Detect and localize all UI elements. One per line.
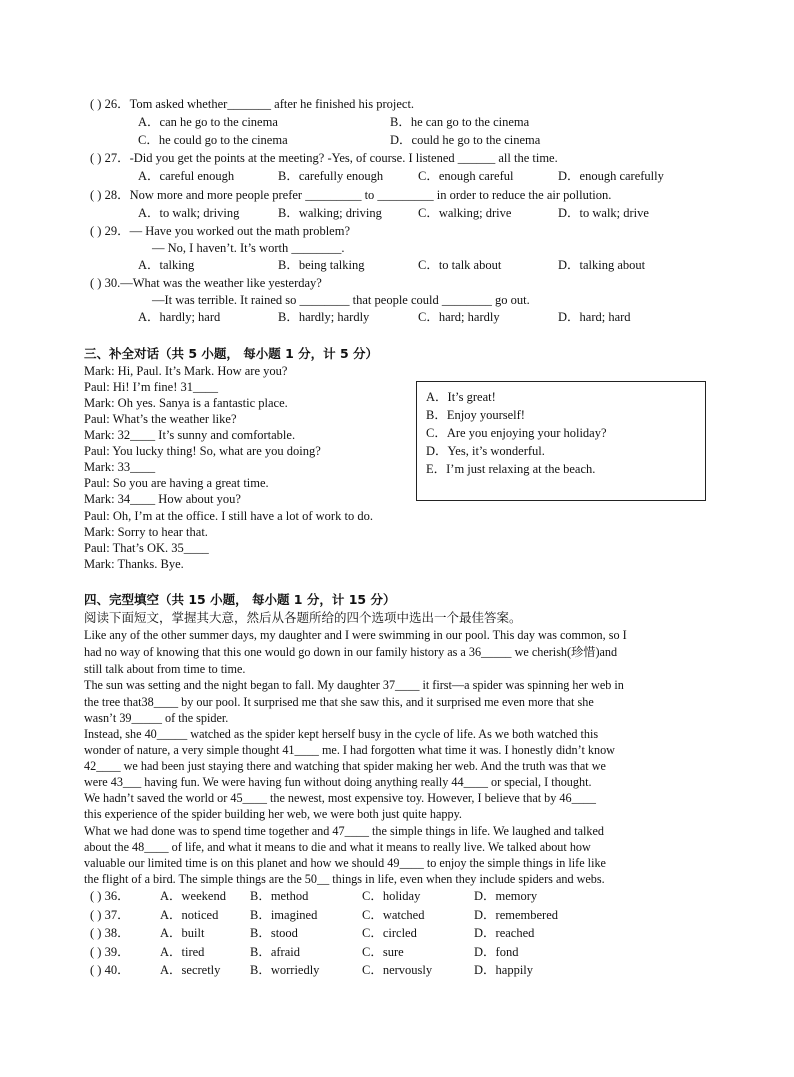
section-4-instruction: 阅读下面短文，掌握其大意，然后从各题所给的四个选项中选出一个最佳答案。 [84,610,522,625]
passage-line: the flight of a bird. The simple things are the 50__ things in life, even when they include spiders and webs. [84,872,605,886]
dialogue-line: Paul: What’s the weather like? [84,412,237,426]
question-27-stem: ( ) 27．-Did you get the points at the meeting? -Yes, of course. I listened ______ all the time. [90,151,558,165]
question-39-number: ( ) 39． [90,945,130,959]
dialogue-line: Mark: Thanks. Bye. [84,557,184,571]
question-40-number: ( ) 40． [90,963,130,977]
dialogue-line: Mark: Oh yes. Sanya is a fantastic place. [84,396,288,410]
question-38-option-a: A．built [160,926,205,940]
question-36-option-c: C．holiday [362,889,421,903]
question-29-stem: ( ) 29．— Have you worked out the math problem? [90,224,351,238]
question-28-option-a: A．to walk; driving [138,206,240,220]
question-39-option-a: A．tired [160,945,205,959]
passage-line: Instead, she 40_____ watched as the spider kept herself busy in the cycle of life. As we both watched this [84,727,599,741]
question-29-option-d: D．talking about [558,258,646,272]
passage-line: the tree that38____ by our pool. It surprised me that she saw this, and it surprised me even more that she [84,695,594,709]
question-26-option-c: C．he could go to the cinema [138,133,288,147]
question-40-option-b: B．worriedly [250,963,320,977]
question-29-option-b: B．being talking [278,258,365,272]
question-38-option-b: B．stood [250,926,298,940]
question-26-option-b: B．he can go to the cinema [390,115,530,129]
question-28-option-b: B．walking; driving [278,206,382,220]
passage-line: valuable our limited time is on this planet and how we should 49____ to enjoy the simple things in life like [84,856,606,870]
question-36-option-d: D．memory [474,889,538,903]
dialogue-line: Mark: 34____ How about you? [84,492,241,506]
dialogue-line: Paul: You lucky thing! So, what are you doing? [84,444,321,458]
question-40-option-c: C．nervously [362,963,433,977]
passage-line: Like any of the other summer days, my daughter and I were swimming in our pool. This day was common, so I [84,628,627,642]
question-27-option-b: B．carefully enough [278,169,384,183]
question-36-option-a: A．weekend [160,889,226,903]
dialogue-line: Mark: Hi, Paul. It’s Mark. How are you? [84,364,288,378]
question-26-stem: ( ) 26．Tom asked whether_______ after he finished his project. [90,97,415,111]
dialogue-option-d: D．Yes, it’s wonderful. [426,444,545,458]
dialogue-option-a: A．It’s great! [426,390,496,404]
question-28-option-c: C．walking; drive [418,206,512,220]
dialogue-options-box [416,381,706,501]
question-37-option-c: C．watched [362,908,425,922]
dialogue-line: Mark: 33____ [84,460,156,474]
question-28-stem: ( ) 28．Now more and more people prefer _________ to _________ in order to reduce the air pollution. [90,188,612,202]
passage-line: What we had done was to spend time together and 47____ the simple things in life. We laughed and talked [84,824,605,838]
passage-line: wonder of nature, a very simple thought 41____ me. I had forgotten what time it was. I honestly didn’t know [84,743,615,757]
passage-line: wasn’t 39_____ of the spider. [84,711,229,725]
passage-line: this experience of the spider building her web, we were both just quite happy. [84,807,462,821]
passage-line: 42____ we had been just staying there and watching that spider making her web. And the truth was that we [84,759,606,773]
passage-line: We hadn’t saved the world or 45____ the newest, most expensive toy. However, I believe that by 46____ [84,791,596,805]
question-36-number: ( ) 36． [90,889,130,903]
question-30-stem: ( ) 30.—What was the weather like yesterday? [90,276,322,290]
dialogue-option-e: E．I’m just relaxing at the beach. [426,462,596,476]
question-29-option-a: A．talking [138,258,195,272]
dialogue-line: Paul: Oh, I’m at the office. I still have a lot of work to do. [84,509,373,523]
question-26-option-a: A．can he go to the cinema [138,115,278,129]
question-30-option-c: C．hard; hardly [418,310,500,324]
dialogue-line: Paul: So you are having a great time. [84,476,269,490]
question-29-stem-reply: — No, I haven’t. It’s worth ________. [152,241,345,255]
question-37-option-d: D．remembered [474,908,558,922]
question-38-number: ( ) 38． [90,926,130,940]
dialogue-line: Mark: 32____ It’s sunny and comfortable. [84,428,296,442]
question-37-number: ( ) 37． [90,908,130,922]
question-38-option-d: D．reached [474,926,535,940]
section-4-title: 四、完型填空（共 15 小题， 每小题 1 分，计 15 分） [84,592,396,607]
question-27-option-d: D．enough carefully [558,169,664,183]
question-27-option-a: A．careful enough [138,169,235,183]
dialogue-line: Mark: Sorry to hear that. [84,525,208,539]
question-37-option-b: B．imagined [250,908,318,922]
question-37-option-a: A．noticed [160,908,219,922]
question-29-option-c: C．to talk about [418,258,502,272]
question-39-option-b: B．afraid [250,945,300,959]
passage-line: about the 48____ of life, and what it means to die and what it means to really live. We talked about how [84,840,591,854]
dialogue-option-b: B．Enjoy yourself! [426,408,525,422]
dialogue-line: Paul: That’s OK. 35____ [84,541,209,555]
passage-line: were 43___ having fun. We were having fun without doing anything really 44____ or special, I thought. [84,775,592,789]
question-39-option-d: D．fond [474,945,519,959]
question-30-stem-reply: —It was terrible. It rained so ________ that people could ________ go out. [152,293,530,307]
question-30-option-a: A．hardly; hard [138,310,221,324]
passage-line: had no way of knowing that this one would go down in our family history as a 36_____ we cherish(珍惜)and [84,645,618,659]
question-28-option-d: D．to walk; drive [558,206,649,220]
question-30-option-d: D．hard; hard [558,310,631,324]
question-26-option-d: D．could he go to the cinema [390,133,541,147]
dialogue-line: Paul: Hi! I’m fine! 31____ [84,380,219,394]
question-38-option-c: C．circled [362,926,417,940]
question-39-option-c: C．sure [362,945,404,959]
question-40-option-d: D．happily [474,963,534,977]
question-27-option-c: C．enough careful [418,169,514,183]
question-36-option-b: B．method [250,889,309,903]
passage-line: still talk about from time to time. [84,662,246,676]
question-30-option-b: B．hardly; hardly [278,310,370,324]
dialogue-option-c: C．Are you enjoying your holiday? [426,426,607,440]
section-3-title: 三、补全对话（共 5 小题， 每小题 1 分，计 5 分） [84,346,379,361]
question-40-option-a: A．secretly [160,963,221,977]
passage-line: The sun was setting and the night began to fall. My daughter 37____ it first—a spider was spinning her web in [84,678,624,692]
